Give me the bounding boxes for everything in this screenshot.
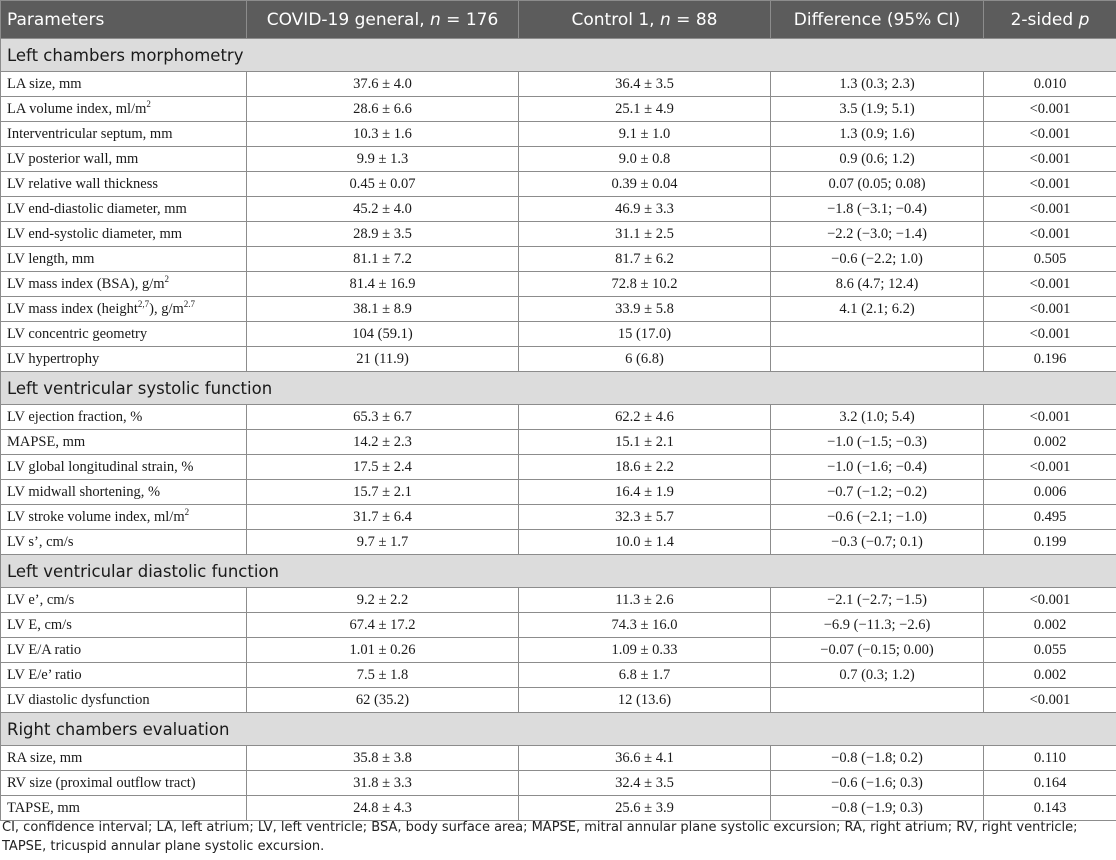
- covid-value-cell: 65.3 ± 6.7: [247, 405, 519, 430]
- table-row: [1, 247, 1116, 272]
- difference-cell: −1.0 (−1.5; −0.3): [771, 430, 984, 455]
- covid-value-cell: 31.7 ± 6.4: [247, 505, 519, 530]
- parameter-label: Interventricular septum, mm: [7, 125, 173, 142]
- parameter-cell: [1, 530, 247, 555]
- difference-cell: −1.0 (−1.6; −0.4): [771, 455, 984, 480]
- p-value-cell: 0.002: [984, 613, 1116, 638]
- parameter-label: MAPSE, mm: [7, 433, 86, 450]
- parameter-cell: [1, 97, 247, 122]
- parameter-cell: [1, 322, 247, 347]
- header-p-symbol: p: [1078, 9, 1090, 30]
- p-value-cell: 0.164: [984, 771, 1116, 796]
- covid-value-cell: 15.7 ± 2.1: [247, 480, 519, 505]
- covid-value-cell: 9.9 ± 1.3: [247, 147, 519, 172]
- covid-value-cell: 9.2 ± 2.2: [247, 588, 519, 613]
- difference-cell: 1.3 (0.3; 2.3): [771, 72, 984, 97]
- p-value-cell: 0.055: [984, 638, 1116, 663]
- table-row: [1, 480, 1116, 505]
- parameter-cell: [1, 430, 247, 455]
- section-title: Left ventricular systolic function: [1, 372, 1116, 405]
- header-p-value: [984, 1, 1116, 39]
- covid-value-cell: 28.9 ± 3.5: [247, 222, 519, 247]
- section-header-row: [1, 555, 1116, 588]
- table-row: [1, 638, 1116, 663]
- covid-value-cell: 62 (35.2): [247, 688, 519, 713]
- parameter-label: TAPSE, mm: [7, 799, 80, 816]
- difference-cell: 4.1 (2.1; 6.2): [771, 297, 984, 322]
- difference-cell: 3.5 (1.9; 5.1): [771, 97, 984, 122]
- parameter-superscript: 2,7: [137, 298, 150, 309]
- parameter-cell: [1, 147, 247, 172]
- section-title: Left chambers morphometry: [1, 39, 1116, 72]
- p-value-cell: <0.001: [984, 122, 1116, 147]
- control-value-cell: 10.0 ± 1.4: [519, 530, 771, 555]
- header-control-n: n: [660, 9, 671, 30]
- parameter-cell: [1, 122, 247, 147]
- table-row: [1, 505, 1116, 530]
- parameter-superscript: 2: [164, 273, 169, 284]
- control-value-cell: 72.8 ± 10.2: [519, 272, 771, 297]
- parameter-cell: [1, 505, 247, 530]
- p-value-cell: 0.002: [984, 430, 1116, 455]
- control-value-cell: 9.1 ± 1.0: [519, 122, 771, 147]
- parameter-label: LV concentric geometry: [7, 325, 148, 342]
- control-value-cell: 9.0 ± 0.8: [519, 147, 771, 172]
- header-control-label: Control 1,: [571, 9, 660, 30]
- parameter-cell: [1, 663, 247, 688]
- difference-cell: 3.2 (1.0; 5.4): [771, 405, 984, 430]
- parameter-label: LV mass index (BSA), g/m: [7, 275, 165, 292]
- difference-cell: −6.9 (−11.3; −2.6): [771, 613, 984, 638]
- table-row: [1, 530, 1116, 555]
- difference-cell: −2.1 (−2.7; −1.5): [771, 588, 984, 613]
- difference-cell: −0.07 (−0.15; 0.00): [771, 638, 984, 663]
- table-row: [1, 663, 1116, 688]
- difference-cell: [771, 347, 984, 372]
- table-footnote: CI, confidence interval; LA, left atrium; LV, left ventricle; BSA, body surface area; MAPSE, mitral annular plane systolic excursion; RA, right atrium; RV, right ventricle; TAPSE, tricuspid annular plane systolic excursion.: [2, 820, 1078, 854]
- control-value-cell: 16.4 ± 1.9: [519, 480, 771, 505]
- control-value-cell: 32.3 ± 5.7: [519, 505, 771, 530]
- parameter-label: LV length, mm: [7, 250, 95, 267]
- control-value-cell: 81.7 ± 6.2: [519, 247, 771, 272]
- difference-cell: 0.07 (0.05; 0.08): [771, 172, 984, 197]
- parameter-label: LV hypertrophy: [7, 350, 100, 367]
- section-header-row: [1, 713, 1116, 746]
- table-row: [1, 613, 1116, 638]
- control-value-cell: 0.39 ± 0.04: [519, 172, 771, 197]
- control-value-cell: 46.9 ± 3.3: [519, 197, 771, 222]
- covid-value-cell: 1.01 ± 0.26: [247, 638, 519, 663]
- table-row: [1, 430, 1116, 455]
- parameter-label: LV end-diastolic diameter, mm: [7, 200, 187, 217]
- parameter-cell: [1, 405, 247, 430]
- p-value-cell: <0.001: [984, 97, 1116, 122]
- table-row: [1, 688, 1116, 713]
- covid-value-cell: 37.6 ± 4.0: [247, 72, 519, 97]
- control-value-cell: 6.8 ± 1.7: [519, 663, 771, 688]
- section-header-row: [1, 39, 1116, 72]
- control-value-cell: 36.6 ± 4.1: [519, 746, 771, 771]
- parameter-label: LV midwall shortening, %: [7, 483, 161, 500]
- table-row: [1, 272, 1116, 297]
- parameter-label-continued: ), g/m: [149, 300, 184, 317]
- control-value-cell: 31.1 ± 2.5: [519, 222, 771, 247]
- header-row: [1, 1, 1116, 39]
- parameter-cell: [1, 222, 247, 247]
- p-value-cell: <0.001: [984, 455, 1116, 480]
- p-value-cell: 0.110: [984, 746, 1116, 771]
- parameter-label: LV E/A ratio: [7, 641, 82, 658]
- covid-value-cell: 81.1 ± 7.2: [247, 247, 519, 272]
- covid-value-cell: 38.1 ± 8.9: [247, 297, 519, 322]
- table-row: [1, 222, 1116, 247]
- table-row: [1, 746, 1116, 771]
- control-value-cell: 62.2 ± 4.6: [519, 405, 771, 430]
- p-value-cell: 0.002: [984, 663, 1116, 688]
- covid-value-cell: 0.45 ± 0.07: [247, 172, 519, 197]
- parameter-cell: [1, 796, 247, 821]
- parameter-label: LV ejection fraction, %: [7, 408, 143, 425]
- covid-value-cell: 31.8 ± 3.3: [247, 771, 519, 796]
- header-parameters: [1, 1, 247, 39]
- table-row: [1, 72, 1116, 97]
- table-row: [1, 297, 1116, 322]
- header-difference: [771, 1, 984, 39]
- header-control-count: = 88: [670, 9, 718, 30]
- difference-cell: −0.6 (−2.2; 1.0): [771, 247, 984, 272]
- header-covid-n: n: [430, 9, 441, 30]
- control-value-cell: 6 (6.8): [519, 347, 771, 372]
- table-row: [1, 588, 1116, 613]
- difference-cell: −0.6 (−2.1; −1.0): [771, 505, 984, 530]
- difference-cell: [771, 322, 984, 347]
- difference-cell: 0.7 (0.3; 1.2): [771, 663, 984, 688]
- header-parameters-label: Parameters: [7, 9, 105, 30]
- covid-value-cell: 45.2 ± 4.0: [247, 197, 519, 222]
- table-row: [1, 796, 1116, 821]
- control-value-cell: 15.1 ± 2.1: [519, 430, 771, 455]
- p-value-cell: 0.495: [984, 505, 1116, 530]
- p-value-cell: 0.143: [984, 796, 1116, 821]
- table-row: [1, 405, 1116, 430]
- parameter-cell: [1, 247, 247, 272]
- parameter-cell: [1, 72, 247, 97]
- header-covid-label: COVID-19 general,: [266, 9, 430, 30]
- table-row: [1, 322, 1116, 347]
- difference-cell: −0.8 (−1.9; 0.3): [771, 796, 984, 821]
- difference-cell: −0.7 (−1.2; −0.2): [771, 480, 984, 505]
- difference-cell: −0.8 (−1.8; 0.2): [771, 746, 984, 771]
- parameter-label: RV size (proximal outflow tract): [7, 774, 196, 791]
- parameter-unit-superscript: 2.7: [183, 298, 196, 309]
- control-value-cell: 11.3 ± 2.6: [519, 588, 771, 613]
- parameter-superscript: 2: [146, 98, 151, 109]
- p-value-cell: <0.001: [984, 147, 1116, 172]
- p-value-cell: 0.199: [984, 530, 1116, 555]
- table-row: [1, 197, 1116, 222]
- control-value-cell: 15 (17.0): [519, 322, 771, 347]
- covid-value-cell: 24.8 ± 4.3: [247, 796, 519, 821]
- parameter-label: LV diastolic dysfunction: [7, 691, 150, 708]
- p-value-cell: <0.001: [984, 172, 1116, 197]
- parameter-cell: [1, 688, 247, 713]
- difference-cell: −0.3 (−0.7; 0.1): [771, 530, 984, 555]
- covid-value-cell: 35.8 ± 3.8: [247, 746, 519, 771]
- covid-value-cell: 81.4 ± 16.9: [247, 272, 519, 297]
- parameter-cell: [1, 588, 247, 613]
- parameter-label: LV end-systolic diameter, mm: [7, 225, 183, 242]
- control-value-cell: 74.3 ± 16.0: [519, 613, 771, 638]
- covid-value-cell: 9.7 ± 1.7: [247, 530, 519, 555]
- difference-cell: 1.3 (0.9; 1.6): [771, 122, 984, 147]
- parameter-cell: [1, 172, 247, 197]
- parameter-cell: [1, 297, 247, 322]
- parameter-label: LV s’, cm/s: [7, 533, 74, 550]
- parameter-label: LV global longitudinal strain, %: [7, 458, 194, 475]
- parameter-cell: [1, 613, 247, 638]
- covid-value-cell: 104 (59.1): [247, 322, 519, 347]
- parameter-label: LV stroke volume index, ml/m: [7, 508, 185, 525]
- parameter-label: LV posterior wall, mm: [7, 150, 139, 167]
- parameter-label: LV mass index (height: [7, 300, 138, 317]
- parameter-cell: [1, 347, 247, 372]
- section-title: Right chambers evaluation: [1, 713, 1116, 746]
- p-value-cell: <0.001: [984, 197, 1116, 222]
- p-value-cell: 0.006: [984, 480, 1116, 505]
- difference-cell: 0.9 (0.6; 1.2): [771, 147, 984, 172]
- p-value-cell: <0.001: [984, 688, 1116, 713]
- p-value-cell: <0.001: [984, 222, 1116, 247]
- header-control-group: [519, 1, 771, 39]
- covid-value-cell: 7.5 ± 1.8: [247, 663, 519, 688]
- table-row: [1, 97, 1116, 122]
- control-value-cell: 36.4 ± 3.5: [519, 72, 771, 97]
- table-row: [1, 122, 1116, 147]
- table-row: [1, 347, 1116, 372]
- section-title: Left ventricular diastolic function: [1, 555, 1116, 588]
- table-row: [1, 147, 1116, 172]
- control-value-cell: 25.6 ± 3.9: [519, 796, 771, 821]
- difference-cell: −0.6 (−1.6; 0.3): [771, 771, 984, 796]
- difference-cell: [771, 688, 984, 713]
- header-covid-count: = 176: [440, 9, 499, 30]
- header-p-label: 2-sided: [1010, 9, 1079, 30]
- p-value-cell: <0.001: [984, 405, 1116, 430]
- parameter-cell: [1, 480, 247, 505]
- table-body: [1, 39, 1116, 821]
- difference-cell: 8.6 (4.7; 12.4): [771, 272, 984, 297]
- parameter-label: LA volume index, ml/m: [7, 100, 147, 117]
- p-value-cell: 0.010: [984, 72, 1116, 97]
- covid-value-cell: 28.6 ± 6.6: [247, 97, 519, 122]
- difference-cell: −2.2 (−3.0; −1.4): [771, 222, 984, 247]
- parameter-label: LV E/e’ ratio: [7, 666, 82, 683]
- covid-value-cell: 10.3 ± 1.6: [247, 122, 519, 147]
- p-value-cell: <0.001: [984, 297, 1116, 322]
- p-value-cell: <0.001: [984, 272, 1116, 297]
- header-covid-group: [247, 1, 519, 39]
- control-value-cell: 33.9 ± 5.8: [519, 297, 771, 322]
- parameter-cell: [1, 638, 247, 663]
- section-header-row: [1, 372, 1116, 405]
- header-difference-label: Difference (95% CI): [793, 9, 961, 30]
- parameter-superscript: 2: [184, 506, 190, 517]
- p-value-cell: 0.196: [984, 347, 1116, 372]
- p-value-cell: 0.505: [984, 247, 1116, 272]
- difference-cell: −1.8 (−3.1; −0.4): [771, 197, 984, 222]
- parameter-label: RA size, mm: [7, 749, 83, 766]
- covid-value-cell: 21 (11.9): [247, 347, 519, 372]
- parameter-label: LV relative wall thickness: [7, 175, 159, 192]
- covid-value-cell: 17.5 ± 2.4: [247, 455, 519, 480]
- control-value-cell: 32.4 ± 3.5: [519, 771, 771, 796]
- parameter-cell: [1, 771, 247, 796]
- table-row: [1, 455, 1116, 480]
- control-value-cell: 1.09 ± 0.33: [519, 638, 771, 663]
- parameter-cell: [1, 455, 247, 480]
- parameter-label: LV E, cm/s: [7, 616, 72, 633]
- parameter-label: LA size, mm: [7, 75, 82, 92]
- p-value-cell: <0.001: [984, 588, 1116, 613]
- covid-value-cell: 14.2 ± 2.3: [247, 430, 519, 455]
- parameter-cell: [1, 272, 247, 297]
- control-value-cell: 25.1 ± 4.9: [519, 97, 771, 122]
- parameter-cell: [1, 197, 247, 222]
- covid-value-cell: 67.4 ± 17.2: [247, 613, 519, 638]
- control-value-cell: 12 (13.6): [519, 688, 771, 713]
- p-value-cell: <0.001: [984, 322, 1116, 347]
- parameter-cell: [1, 746, 247, 771]
- parameter-label: LV e’, cm/s: [7, 591, 75, 608]
- table-row: [1, 172, 1116, 197]
- control-value-cell: 18.6 ± 2.2: [519, 455, 771, 480]
- table-row: [1, 771, 1116, 796]
